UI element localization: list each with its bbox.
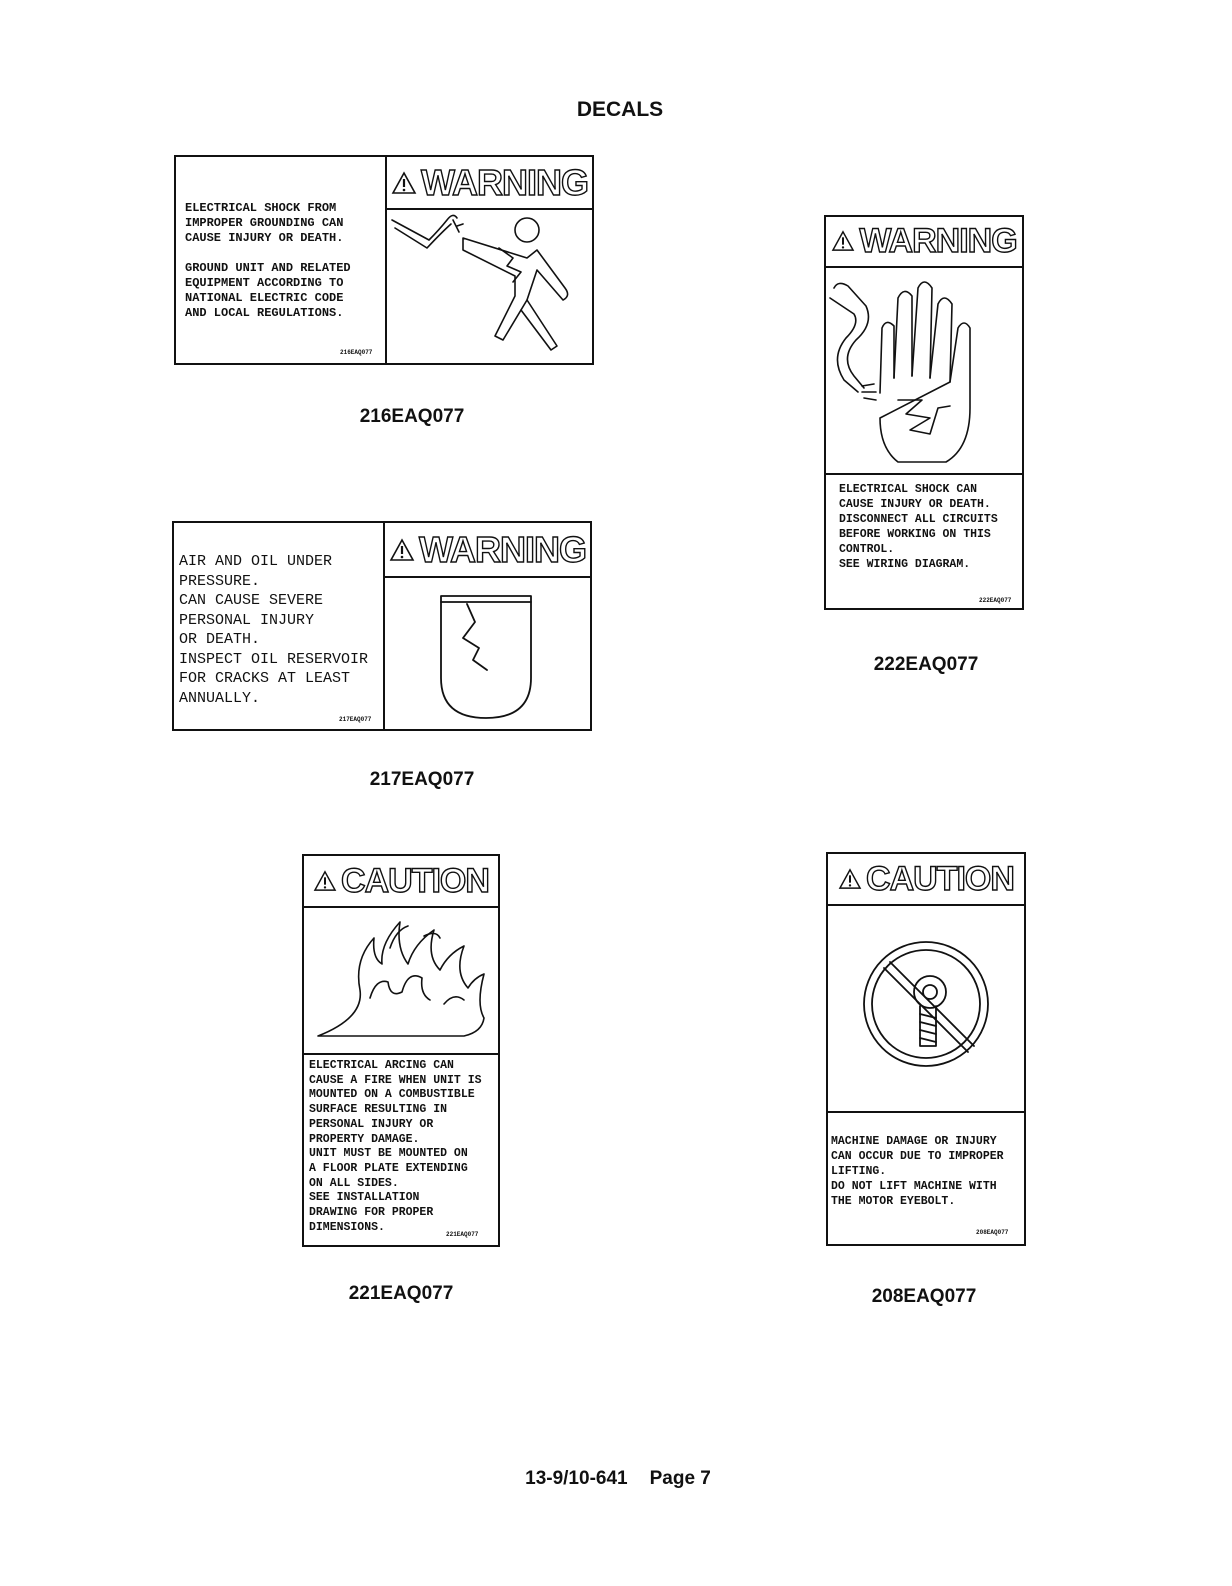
decal-208-tag: 208EAQ077 bbox=[976, 1229, 1009, 1236]
decal-221 bbox=[302, 854, 500, 1247]
page-footer bbox=[0, 1468, 1232, 1490]
hand-shock-icon bbox=[826, 268, 1022, 473]
caution-triangle-icon bbox=[838, 860, 862, 899]
decal-216-text: ELECTRICAL SHOCK FROM IMPROPER GROUNDING CAN CAUSE INJURY OR DEATH. GROUND UNIT AND RELATED EQUIPMENT ACCORDING TO NATIONAL ELECTRIC CODE AND LOCAL REGULATIONS. bbox=[185, 201, 351, 320]
decal-208-code: 208EAQ077 bbox=[871, 1286, 977, 1307]
electric-shock-person-icon bbox=[387, 210, 592, 363]
decal-222-tag: 222EAQ077 bbox=[979, 597, 1012, 604]
page-number: Page 7 bbox=[649, 1468, 711, 1489]
decal-217-tag: 217EAQ077 bbox=[339, 716, 372, 723]
decal-222-code: 222EAQ077 bbox=[873, 654, 979, 675]
decal-216 bbox=[174, 155, 594, 365]
cracked-reservoir-icon bbox=[385, 578, 590, 729]
decal-221-signal-header: CAUTION bbox=[304, 856, 498, 906]
decal-208 bbox=[826, 852, 1026, 1246]
decal-217 bbox=[172, 521, 592, 731]
no-eyebolt-lifting-icon bbox=[828, 906, 1024, 1111]
decal-216-code: 216EAQ077 bbox=[359, 406, 465, 427]
decal-217-signal-header: WARNING bbox=[385, 523, 590, 576]
decal-221-code: 221EAQ077 bbox=[348, 1283, 454, 1304]
caution-triangle-icon bbox=[313, 862, 337, 901]
fire-icon bbox=[304, 908, 498, 1053]
warning-triangle-icon bbox=[831, 222, 855, 261]
decal-208-text: MACHINE DAMAGE OR INJURY CAN OCCUR DUE TO IMPROPER LIFTING. DO NOT LIFT MACHINE WITH THE MOTOR EYEBOLT. bbox=[831, 1135, 1004, 1208]
decal-221-text: ELECTRICAL ARCING CAN CAUSE A FIRE WHEN UNIT IS MOUNTED ON A COMBUSTIBLE SURFACE RESULTING IN PERSONAL INJURY OR PROPERTY DAMAGE. UNIT MUST BE MOUNTED ON A FLOOR PLATE EXTENDING ON ALL SIDES. SEE INSTALLATION DRAWING FOR PROPER DIMENSIONS. bbox=[309, 1059, 482, 1234]
decal-222 bbox=[824, 215, 1024, 610]
decal-222-text: ELECTRICAL SHOCK CAN CAUSE INJURY OR DEATH. DISCONNECT ALL CIRCUITS BEFORE WORKING ON THIS CONTROL. SEE WIRING DIAGRAM. bbox=[839, 483, 998, 571]
document-number: 13-9/10-641 bbox=[525, 1468, 628, 1489]
page-title: DECALS bbox=[576, 98, 664, 121]
decal-217-text: AIR AND OIL UNDER PRESSURE. CAN CAUSE SEVERE PERSONAL INJURY OR DEATH. INSPECT OIL RESERVOIR FOR CRACKS AT LEAST ANNUALLY. bbox=[179, 553, 369, 707]
decal-221-tag: 221EAQ077 bbox=[446, 1231, 479, 1238]
decal-208-signal-header: CAUTION bbox=[828, 854, 1024, 904]
warning-triangle-icon bbox=[389, 529, 415, 571]
warning-triangle-icon bbox=[391, 162, 417, 204]
decal-217-code: 217EAQ077 bbox=[369, 769, 475, 790]
decal-222-signal-header: WARNING bbox=[826, 217, 1022, 266]
decal-216-tag: 216EAQ077 bbox=[340, 349, 373, 356]
decal-216-signal-header: WARNING bbox=[387, 157, 592, 208]
